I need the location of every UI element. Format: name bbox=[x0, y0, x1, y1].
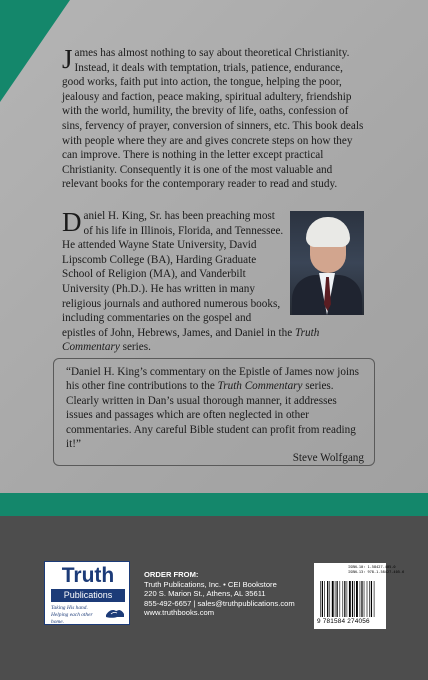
series-title: Truth Commentary bbox=[62, 326, 320, 354]
logo-tagline: Taking His hand. Helping each other home. bbox=[51, 605, 93, 625]
barcode-stripe bbox=[374, 581, 375, 617]
logo-banner: Publications bbox=[51, 589, 125, 602]
author-bio-text: aniel H. King, Sr. has been preaching most of his life in Illinois, Florida, and Tennessee. He attended Wayne State University, David Lipscomb College (BA), Harding Graduate School of Religion (MA), and Vanderbilt University (Ph.D.). He has written in many religious journals and authored numerous books, including commentaries on the gospel and epistles of John, Hebrews, James, and Daniel in the bbox=[62, 210, 296, 339]
barcode-stripe bbox=[356, 581, 358, 617]
green-divider-bar bbox=[0, 493, 428, 516]
barcode-stripe bbox=[354, 581, 355, 617]
barcode-stripe bbox=[360, 581, 361, 617]
barcode-stripe bbox=[327, 581, 328, 617]
barcode-stripe bbox=[320, 581, 321, 617]
book-description bbox=[62, 46, 368, 192]
barcode-stripe bbox=[349, 581, 351, 617]
barcode-stripe bbox=[324, 581, 325, 617]
order-website: www.truthbooks.com bbox=[144, 608, 215, 618]
barcode-stripe bbox=[361, 581, 362, 617]
order-heading: ORDER FROM: bbox=[144, 570, 199, 579]
dropcap-j: J bbox=[62, 44, 73, 74]
barcode-stripe bbox=[332, 581, 334, 617]
author-bio bbox=[62, 209, 368, 355]
hands-icon bbox=[105, 606, 125, 620]
publisher-logo bbox=[44, 561, 130, 625]
author-photo-frame bbox=[290, 211, 368, 315]
barcode-stripe bbox=[367, 581, 368, 617]
isbn-text: ISBN-10: 1-58427-405-0 ISBN-13: 978-1-58427-405-6 bbox=[348, 565, 405, 574]
barcode-stripe bbox=[364, 581, 365, 617]
barcode-stripe bbox=[344, 581, 345, 617]
order-contact: 855-492-6657 | sales@truthpublications.com bbox=[144, 598, 295, 608]
order-publisher: Truth Publications, Inc. • CEI Bookstore bbox=[144, 579, 277, 589]
barcode-stripe bbox=[369, 581, 370, 617]
barcode-icon bbox=[320, 581, 382, 617]
barcode-stripe bbox=[352, 581, 353, 617]
endorsement-text: “Daniel H. King’s commentary on the Epistle of James now joins his other fine contributions to the Truth Commentary series. Clearly written in Dan’s usual thorough manner, it addresses issues and passages which are often neglected in other commentaries. Any careful Bible student can profit from reading it!” bbox=[66, 366, 359, 451]
author-bio-tail: series. bbox=[119, 341, 151, 354]
author-photo bbox=[290, 211, 364, 315]
barcode-stripe bbox=[322, 581, 323, 617]
barcode-stripe bbox=[347, 581, 348, 617]
endorsement-box bbox=[53, 358, 375, 466]
endorsement-series-title: Truth Commentary bbox=[217, 380, 303, 393]
book-description-text: ames has almost nothing to say about theoretical Christianity. Instead, it deals with temptation, trials, patience, endurance, good works, faith put into action, the tongue, helping the poor, jealousy and faction, peace making, spiritual adultery, friendship with the world, humility, the brevity of life, oaths, confession of sins, fervency of prayer, conversion of sinners, etc. This book deals with people where they are and gives concrete steps on how they can improve. There is nothing in the letter except practical Christianity. Consequently it is one of the most valuable and relevant books for the contemporary reader to read and study. bbox=[62, 47, 364, 191]
endorsement-author: Steve Wolfgang bbox=[292, 452, 364, 465]
barcode-stripe bbox=[371, 581, 372, 617]
logo-word: Truth bbox=[61, 564, 115, 587]
barcode-stripe bbox=[337, 581, 338, 617]
barcode-stripe bbox=[335, 581, 336, 617]
order-info bbox=[144, 570, 304, 618]
order-address: 220 S. Marion St., Athens, AL 35611 bbox=[144, 589, 266, 599]
barcode-digits: 9 781584 274056 bbox=[317, 618, 370, 625]
barcode-area bbox=[314, 563, 405, 629]
barcode-stripe bbox=[342, 581, 343, 617]
dropcap-d: D bbox=[62, 207, 82, 237]
barcode-stripe bbox=[329, 581, 330, 617]
barcode-stripe bbox=[340, 581, 341, 617]
green-corner-accent bbox=[0, 0, 70, 102]
